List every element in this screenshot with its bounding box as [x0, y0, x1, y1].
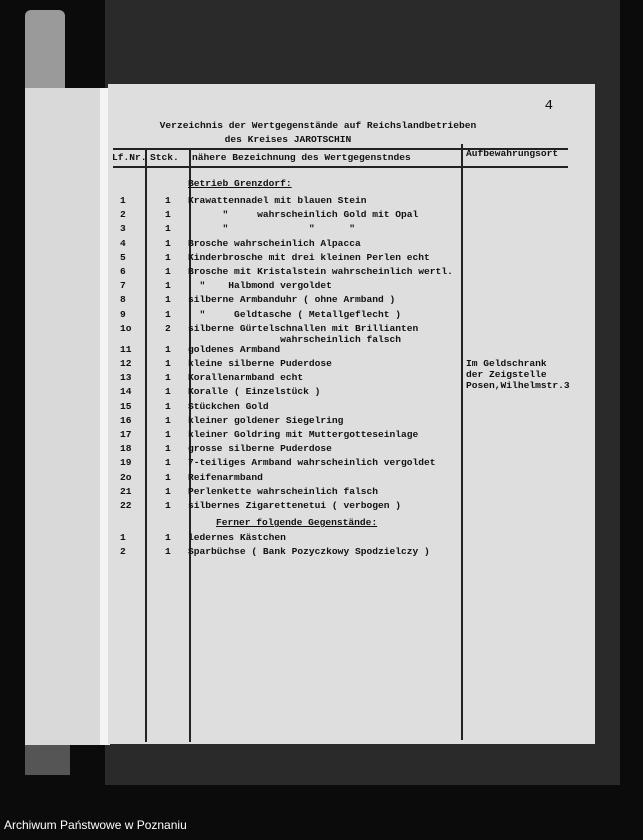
- binder-spine-bottom: [25, 745, 70, 775]
- item-quantity: 1: [165, 294, 171, 306]
- item-description: " " ": [188, 223, 355, 235]
- footer-text: Archiwum Państwowe w Poznaniu: [4, 818, 187, 832]
- item-description: Reifenarmband: [188, 471, 263, 483]
- item-number: 19: [120, 457, 132, 469]
- table-row: [108, 252, 588, 266]
- item-quantity: 1: [165, 500, 171, 511]
- item-quantity: 1: [165, 237, 171, 249]
- item-description: " wahrscheinlich Gold mit Opal: [188, 209, 419, 221]
- item-quantity: 1: [165, 308, 171, 320]
- item-number: 18: [120, 443, 132, 455]
- table-row: [108, 415, 588, 429]
- item-quantity: 1: [165, 266, 171, 277]
- item-description: kleiner goldener Siegelring: [188, 414, 344, 426]
- item-quantity: 1: [165, 429, 171, 440]
- item-quantity: 1: [165, 471, 171, 483]
- item-number: 9: [120, 308, 126, 320]
- item-quantity: 1: [165, 400, 171, 412]
- underlying-page: [25, 88, 107, 745]
- table-row: [108, 372, 588, 386]
- item-description: silberne Armbanduhr ( ohne Armband ): [188, 294, 396, 306]
- table-row: [108, 209, 588, 223]
- item-quantity: 1: [165, 343, 171, 355]
- binder-spine: [25, 10, 65, 90]
- column-header-storage: Aufbewahrungsort: [466, 148, 559, 159]
- item-number: 11: [120, 343, 132, 355]
- item-number: 5: [120, 251, 126, 263]
- column-header-description: nähere Bezeichnung des Wertgegenstndes: [192, 152, 411, 163]
- item-quantity: 1: [165, 223, 171, 235]
- item-number: 6: [120, 266, 126, 277]
- header-bottom-rule: [113, 166, 568, 168]
- item-number: 8: [120, 294, 126, 306]
- item-number: 2: [120, 209, 126, 221]
- item-quantity: 1: [165, 457, 171, 469]
- item-description: silbernes Zigarettenetui ( verbogen ): [188, 500, 402, 511]
- item-number: 1o: [120, 322, 132, 334]
- item-description: " Geldtasche ( Metallgeflecht ): [188, 308, 402, 320]
- item-number: 2o: [120, 471, 132, 483]
- table-row: [108, 344, 588, 358]
- item-quantity: 1: [165, 414, 171, 426]
- item-description: Krawattennadel mit blauen Stein: [188, 195, 367, 206]
- table-row: [108, 457, 588, 471]
- table-row: [108, 546, 588, 560]
- table-row: [108, 223, 588, 237]
- table-row: [108, 195, 588, 209]
- item-quantity: 1: [165, 372, 171, 384]
- item-quantity: 1: [165, 443, 171, 455]
- item-description: kleiner Goldring mit Muttergotteseinlage: [188, 429, 419, 440]
- item-quantity: 1: [165, 546, 171, 558]
- table-row: [108, 386, 588, 400]
- table-row: [108, 443, 588, 457]
- table-row: [108, 309, 588, 323]
- item-description: Sparbüchse ( Bank Pozyczkowy Spodzielczy ): [188, 546, 430, 558]
- item-quantity: 1: [165, 358, 171, 369]
- item-quantity: 2: [165, 322, 171, 334]
- document-title: Verzeichnis der Wertgegenstände auf Reichslandbetrieben: [159, 120, 477, 131]
- page-mark: 4: [544, 98, 553, 114]
- table-row: [108, 280, 588, 294]
- section-heading: Betrieb Grenzdorf:: [188, 178, 292, 189]
- table-row: [108, 401, 588, 415]
- document-page: [108, 84, 595, 744]
- item-number: 2: [120, 546, 126, 558]
- item-description: kleine silberne Puderdose: [188, 358, 332, 369]
- item-quantity: 1: [165, 209, 171, 221]
- table-row: [108, 472, 588, 486]
- item-number: 15: [120, 400, 132, 412]
- item-description: goldenes Armband: [188, 343, 281, 355]
- item-description: grosse silberne Puderdose: [188, 443, 332, 455]
- item-description: Koralle ( Einzelstück ): [188, 386, 321, 398]
- item-description: Stückchen Gold: [188, 400, 269, 412]
- item-description: Perlenkette wahrscheinlich falsch: [188, 485, 378, 497]
- item-quantity: 1: [165, 532, 171, 543]
- item-quantity: 1: [165, 386, 171, 398]
- table-row: [108, 294, 588, 308]
- item-number: 13: [120, 372, 132, 384]
- item-number: 14: [120, 386, 132, 398]
- item-description: 7-teiliges Armband wahrscheinlich vergoldet: [188, 457, 436, 469]
- item-number: 16: [120, 414, 132, 426]
- item-quantity: 1: [165, 195, 171, 206]
- item-description: Korallenarmband echt: [188, 372, 304, 384]
- table-row: [108, 238, 588, 252]
- item-description: Brosche mit Kristalstein wahrscheinlich wertl.: [188, 266, 453, 277]
- item-description: Brosche wahrscheinlich Alpacca: [188, 237, 361, 249]
- item-quantity: 1: [165, 251, 171, 263]
- item-number: 22: [120, 500, 132, 511]
- item-description: ledernes Kästchen: [188, 532, 286, 543]
- storage-location: Im Geldschrank der Zeigstelle Posen,Wilhelmstr.3: [466, 358, 570, 391]
- column-header-qty: Stck.: [150, 152, 179, 163]
- item-number: 4: [120, 237, 126, 249]
- table-row: [108, 532, 588, 546]
- table-row: [108, 500, 588, 514]
- item-number: 1: [120, 532, 126, 543]
- table-row: [108, 486, 588, 500]
- item-quantity: 1: [165, 280, 171, 292]
- item-description: Kinderbrosche mit drei kleinen Perlen echt: [188, 251, 430, 263]
- item-description: " Halbmond vergoldet: [188, 280, 332, 292]
- table-row: [108, 322, 588, 345]
- document-subtitle: des Kreises JAROTSCHIN: [224, 134, 352, 145]
- item-number: 21: [120, 485, 132, 497]
- table-row: [108, 266, 588, 280]
- item-quantity: 1: [165, 485, 171, 497]
- item-description: silberne Gürtelschnallen mit Brillianten wahrscheinlich falsch: [188, 322, 419, 345]
- item-number: 12: [120, 358, 132, 369]
- archive-footer: [0, 812, 643, 840]
- item-number: 1: [120, 195, 126, 206]
- item-number: 17: [120, 429, 132, 440]
- table-row: [108, 429, 588, 443]
- item-number: 3: [120, 223, 126, 235]
- column-header-nr: Lf.Nr.: [112, 152, 147, 163]
- item-number: 7: [120, 280, 126, 292]
- section-heading: Ferner folgende Gegenstände:: [216, 517, 378, 528]
- table-row: [108, 358, 588, 372]
